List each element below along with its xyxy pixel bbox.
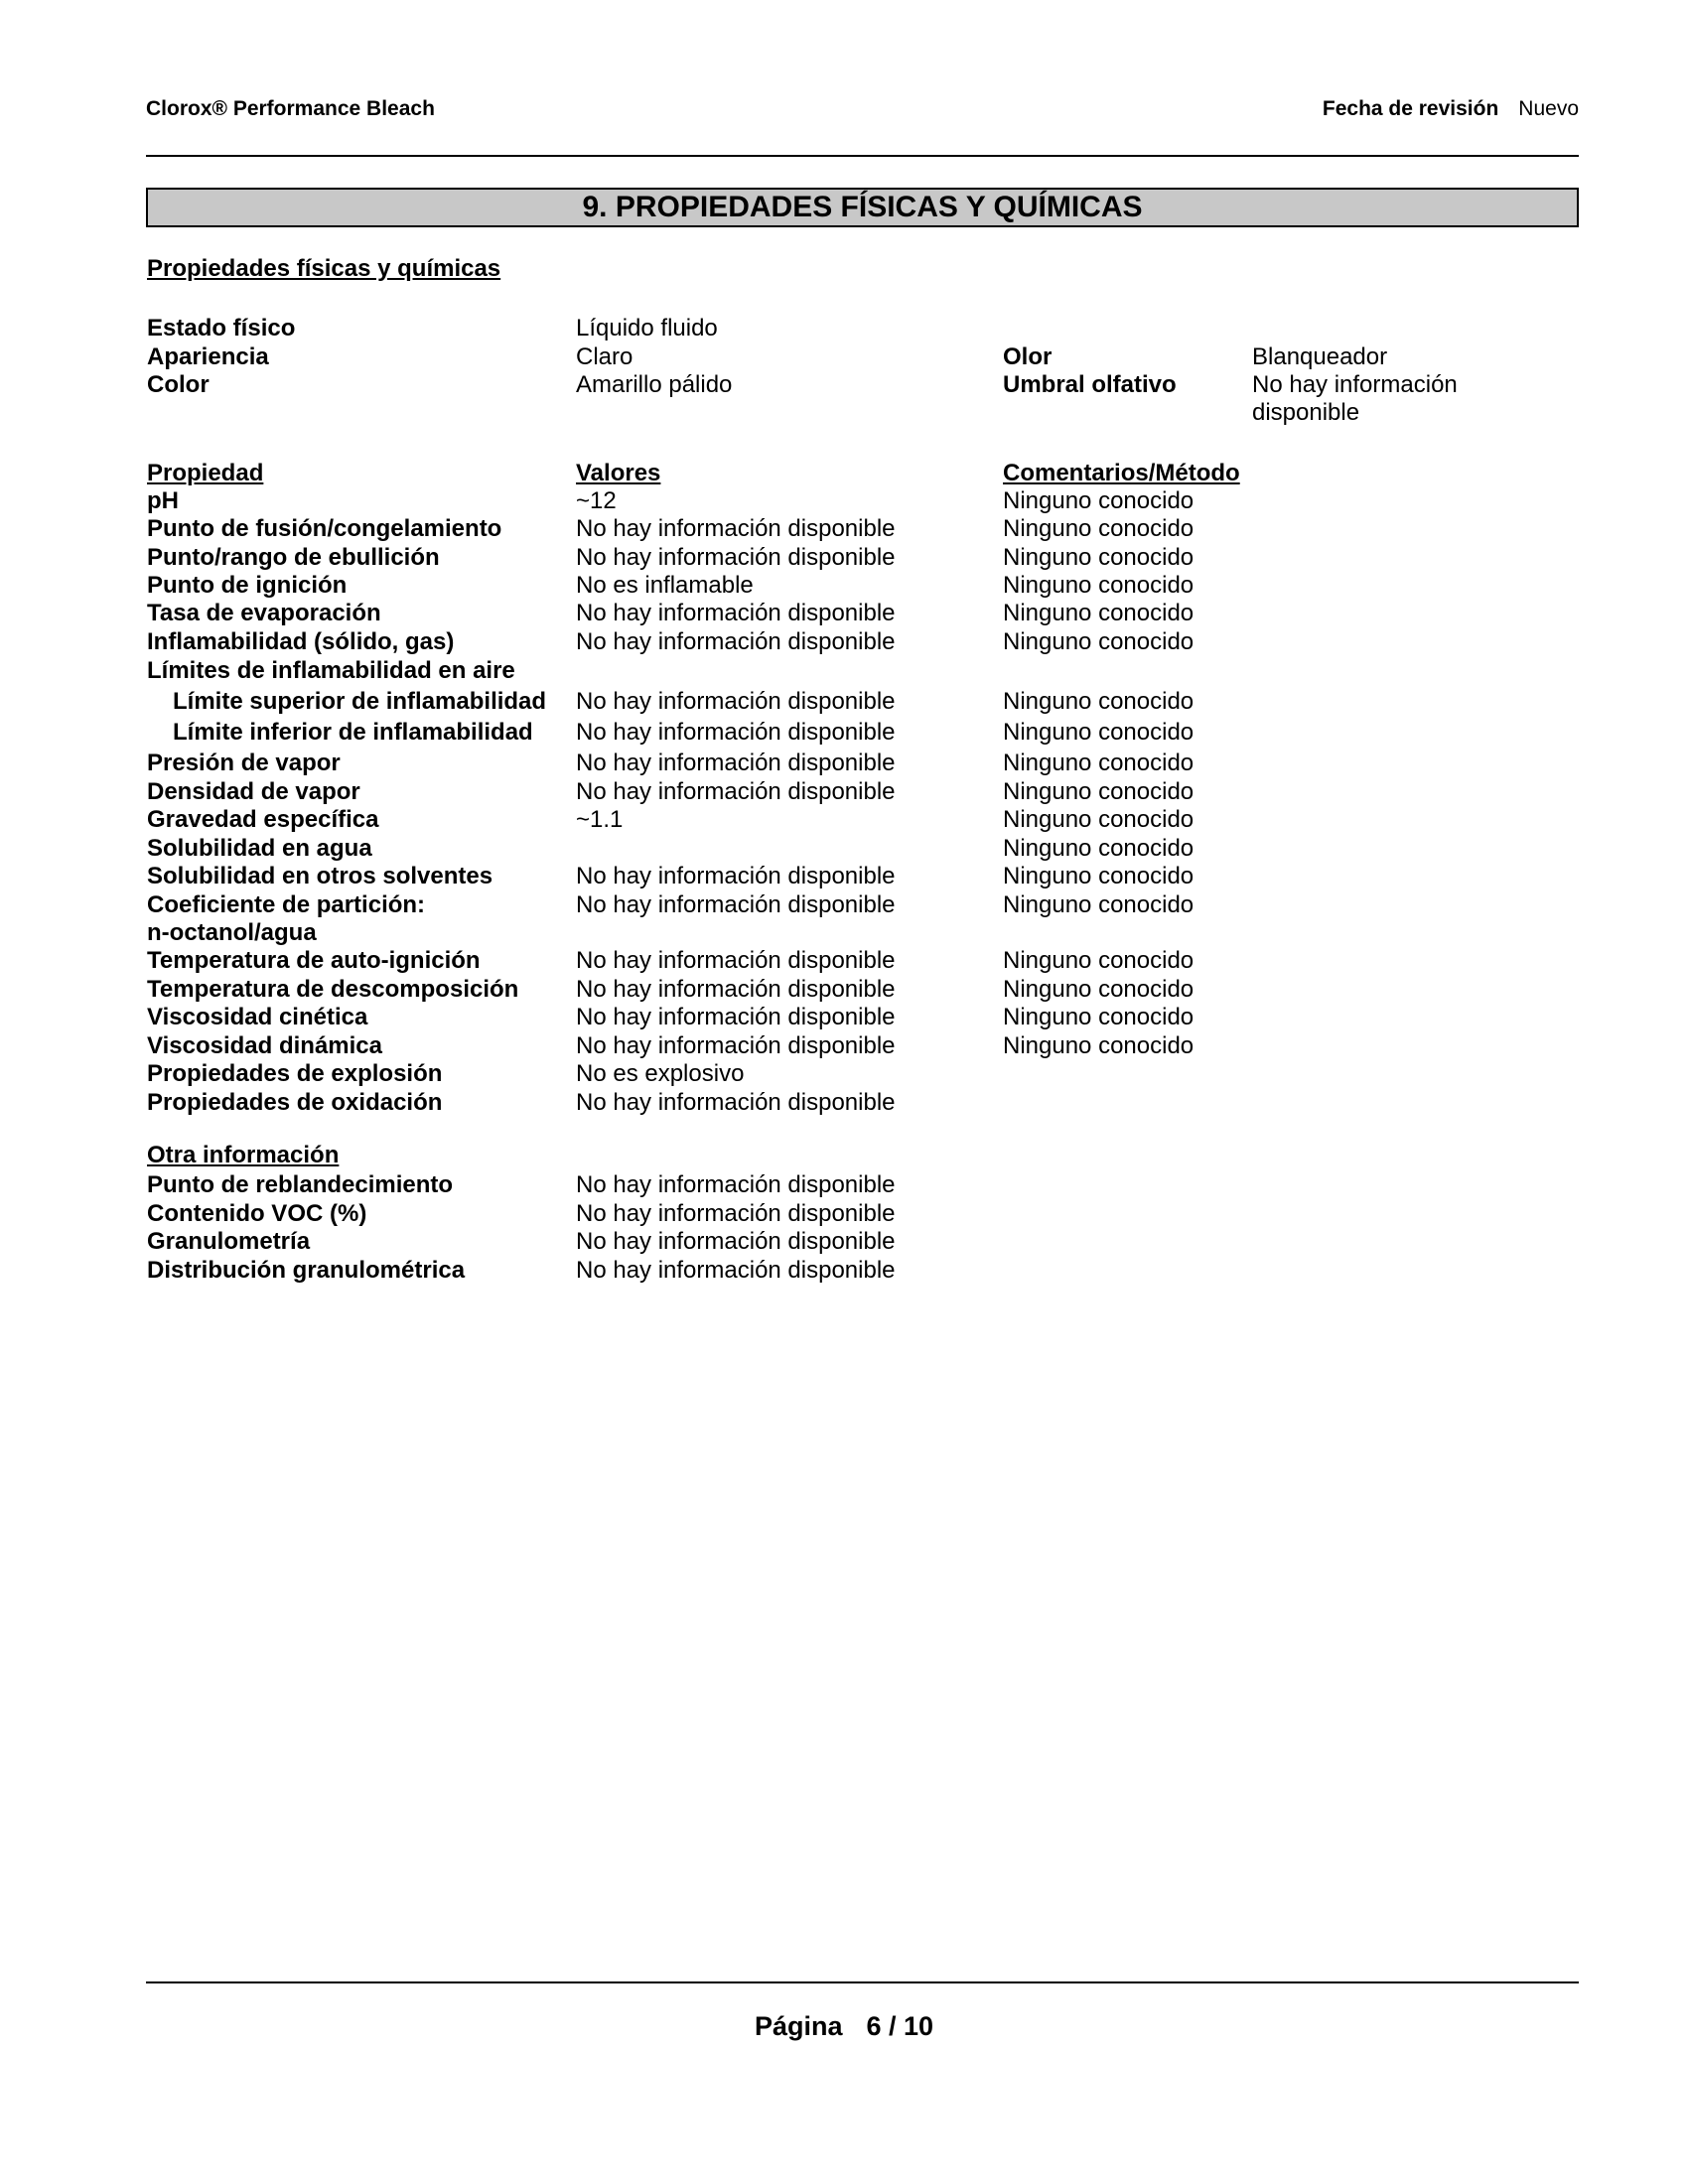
table-row: [147, 1059, 1587, 1088]
property-value: No hay información disponible: [576, 976, 896, 1003]
product-name: Clorox® Performance Bleach: [146, 97, 435, 120]
property-name: Viscosidad dinámica: [147, 1032, 382, 1059]
property-comment: Ninguno conocido: [1003, 806, 1195, 833]
property-comment: Ninguno conocido: [1003, 778, 1195, 805]
physical-row-color: [147, 370, 1587, 399]
other-row: [147, 1199, 1587, 1228]
section-title: 9. PROPIEDADES FÍSICAS Y QUÍMICAS: [146, 188, 1579, 227]
property-comment: Ninguno conocido: [1003, 750, 1195, 776]
apariencia-label: Apariencia: [147, 343, 269, 370]
physical-row-umbral-cont: [147, 398, 1587, 427]
property-name: Inflamabilidad (sólido, gas): [147, 628, 455, 655]
property-name: Límites de inflamabilidad en aire: [147, 657, 515, 684]
header-propiedad: Propiedad: [147, 460, 264, 486]
property-value: No hay información disponible: [576, 719, 896, 746]
property-comment: Ninguno conocido: [1003, 600, 1195, 626]
page-header: [146, 97, 1579, 127]
other-property-name: Punto de reblandecimiento: [147, 1171, 454, 1198]
property-name: Punto/rango de ebullición: [147, 544, 440, 571]
physical-row-estado: [147, 314, 1587, 342]
table-row: [147, 975, 1587, 1004]
footer-divider: [146, 1981, 1579, 1983]
property-comment: Ninguno conocido: [1003, 544, 1195, 571]
property-name: Gravedad específica: [147, 806, 379, 833]
property-value: No hay información disponible: [576, 891, 896, 918]
property-name: Punto de fusión/congelamiento: [147, 515, 502, 542]
property-value: ~1.1: [576, 806, 624, 833]
property-value: No hay información disponible: [576, 544, 896, 571]
physical-row-apariencia: [147, 342, 1587, 371]
property-name: Densidad de vapor: [147, 778, 360, 805]
olor-label: Olor: [1003, 343, 1053, 370]
property-value: No hay información disponible: [576, 515, 896, 542]
property-comment: Ninguno conocido: [1003, 835, 1195, 862]
umbral-value-line2: disponible: [1252, 399, 1360, 426]
table-row: [147, 571, 1587, 600]
property-value: ~12: [576, 487, 617, 514]
table-row: [147, 656, 1587, 685]
other-property-value: No hay información disponible: [576, 1171, 896, 1198]
page-label: Página: [754, 2011, 843, 2041]
table-row: [147, 1031, 1587, 1060]
property-name: Temperatura de descomposición: [147, 976, 519, 1003]
other-property-value: No hay información disponible: [576, 1228, 896, 1255]
property-name: Solubilidad en agua: [147, 835, 372, 862]
table-row: [147, 486, 1587, 515]
property-comment: Ninguno conocido: [1003, 1032, 1195, 1059]
property-name: Límite inferior de inflamabilidad: [173, 719, 533, 746]
table-row: [147, 890, 1587, 919]
umbral-label: Umbral olfativo: [1003, 371, 1177, 398]
property-comment: Ninguno conocido: [1003, 487, 1195, 514]
table-row: [147, 514, 1587, 543]
property-comment: Ninguno conocido: [1003, 572, 1195, 599]
property-value: No hay información disponible: [576, 628, 896, 655]
table-row: [147, 599, 1587, 627]
estado-value: Líquido fluido: [576, 315, 718, 341]
header-valores: Valores: [576, 460, 661, 486]
page-footer: [0, 2011, 1688, 2042]
property-comment: Ninguno conocido: [1003, 515, 1195, 542]
other-info-heading: Otra información: [147, 1142, 340, 1168]
table-row: [147, 834, 1587, 863]
table-row: [147, 543, 1587, 572]
property-comment: Ninguno conocido: [1003, 976, 1195, 1003]
table-row: [147, 749, 1587, 777]
table-row: [147, 918, 1587, 947]
header-divider: [146, 155, 1579, 157]
table-row: [147, 1088, 1587, 1117]
table-row: [147, 805, 1587, 834]
property-value: No hay información disponible: [576, 688, 896, 715]
table-row: [147, 1003, 1587, 1031]
property-name: Límite superior de inflamabilidad: [173, 688, 547, 715]
property-name: Viscosidad cinética: [147, 1004, 368, 1030]
property-value: No hay información disponible: [576, 947, 896, 974]
revision-label: Fecha de revisión: [1322, 97, 1499, 120]
property-value: No hay información disponible: [576, 1032, 896, 1059]
other-property-name: Distribución granulométrica: [147, 1257, 466, 1284]
property-name: Tasa de evaporación: [147, 600, 381, 626]
property-name: Temperatura de auto-ignición: [147, 947, 481, 974]
umbral-value-line1: No hay información: [1252, 371, 1458, 398]
other-property-value: No hay información disponible: [576, 1257, 896, 1284]
property-comment: Ninguno conocido: [1003, 719, 1195, 746]
property-value: No hay información disponible: [576, 1089, 896, 1116]
table-row: [147, 627, 1587, 656]
property-value: No es inflamable: [576, 572, 754, 599]
properties-table-header: [147, 459, 1587, 487]
property-name: Presión de vapor: [147, 750, 341, 776]
table-row: [147, 777, 1587, 806]
olor-value: Blanqueador: [1252, 343, 1388, 370]
header-comentarios: Comentarios/Método: [1003, 460, 1240, 486]
property-comment: Ninguno conocido: [1003, 688, 1195, 715]
property-name: Propiedades de oxidación: [147, 1089, 443, 1116]
property-name: Propiedades de explosión: [147, 1060, 443, 1087]
table-row: [147, 862, 1587, 890]
property-value: No hay información disponible: [576, 1004, 896, 1030]
revision-info: [1323, 97, 1579, 121]
revision-value: Nuevo: [1518, 97, 1579, 120]
property-value: No hay información disponible: [576, 778, 896, 805]
property-comment: Ninguno conocido: [1003, 863, 1195, 889]
table-row: [147, 687, 1587, 716]
apariencia-value: Claro: [576, 343, 633, 370]
property-value: No hay información disponible: [576, 600, 896, 626]
other-property-name: Contenido VOC (%): [147, 1200, 367, 1227]
color-value: Amarillo pálido: [576, 371, 733, 398]
property-name: Solubilidad en otros solventes: [147, 863, 493, 889]
physical-properties-heading: Propiedades físicas y químicas: [147, 255, 501, 282]
property-value: No es explosivo: [576, 1060, 745, 1087]
property-name: pH: [147, 487, 179, 514]
property-value: No hay información disponible: [576, 750, 896, 776]
property-name: n-octanol/agua: [147, 919, 317, 946]
table-row: [147, 946, 1587, 975]
property-comment: Ninguno conocido: [1003, 947, 1195, 974]
other-property-value: No hay información disponible: [576, 1200, 896, 1227]
color-label: Color: [147, 371, 210, 398]
property-comment: Ninguno conocido: [1003, 891, 1195, 918]
property-comment: Ninguno conocido: [1003, 1004, 1195, 1030]
property-name: Punto de ignición: [147, 572, 348, 599]
other-row: [147, 1256, 1587, 1285]
table-row: [147, 718, 1587, 747]
property-value: No hay información disponible: [576, 863, 896, 889]
property-name: Coeficiente de partición:: [147, 891, 426, 918]
other-property-name: Granulometría: [147, 1228, 311, 1255]
other-row: [147, 1170, 1587, 1199]
other-row: [147, 1227, 1587, 1256]
property-comment: Ninguno conocido: [1003, 628, 1195, 655]
page-number: 6 / 10: [866, 2011, 934, 2041]
estado-label: Estado físico: [147, 315, 296, 341]
